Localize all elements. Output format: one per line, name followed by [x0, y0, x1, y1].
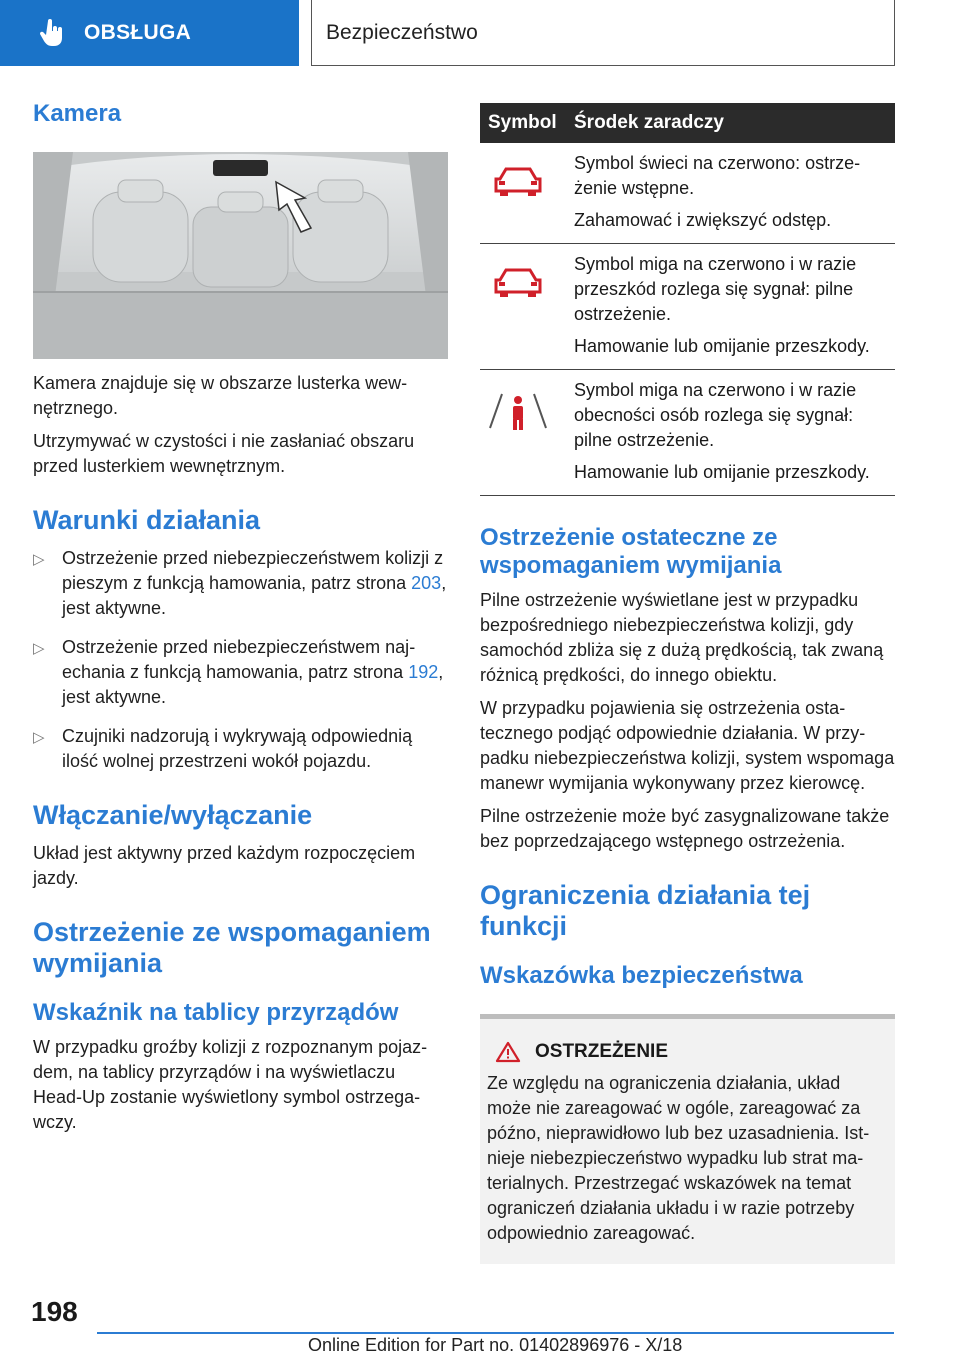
page-number: 198: [31, 1296, 78, 1327]
condition-item: ▷ Ostrzeżenie przed niebezpieczeństwem najechania z funkcją hamowania, patrz strona 192, jest aktywne.: [33, 635, 448, 710]
left-column: [33, 100, 448, 1135]
column-header-action: Środek zaradczy: [566, 103, 895, 143]
final-text-2: W przypadku pojawienia się ostrzeżenia ostatecznego podjąć odpowiednie działania. W przypadku niebezpieczeństwa kolizji, system wspomaga manewr wymijania wykonywany przez kierowcę.: [480, 698, 895, 793]
camera-heading: Kamera: [33, 100, 122, 127]
warning-title: OSTRZEŻENIE: [535, 1041, 669, 1062]
edition-text: Online Edition for Part no. 01402896976 - X/18: [308, 1335, 683, 1355]
warning-text: Ze względu na ograniczenia działania, układ może nie zareagować w ogóle, zareagować za późno, nieprawidłowo lub bez uzasadnienia. Istnieje niebezpieczeństwo wypadku lub strat materialnych. Przestrzegać wskazówek na temat ograniczeń działania układu i w razie potrzeby odpowiednio zareagować.: [487, 1073, 870, 1243]
column-header-symbol: Symbol: [480, 103, 566, 143]
symbol-action: Zahamować i zwiększyć odstęp.: [574, 210, 832, 230]
final-text-3: Pilne ostrzeżenie może być zasygnalizowane także bez poprzedzającego wstępnego ostrzeżenia.: [480, 806, 890, 851]
table-row: [480, 244, 895, 370]
page-reference-link[interactable]: 203: [411, 573, 442, 593]
car-interior-illustration: [33, 152, 448, 359]
table-row: [480, 370, 895, 496]
symbol-action: Hamowanie lub omijanie przeszkody.: [574, 462, 870, 482]
symbol-description: Symbol miga na czerwono i w razie obecności osób rozlega się sygnał: pilne ostrzeżenie.: [574, 380, 857, 450]
warning-title-row: [495, 1041, 887, 1063]
camera-text-1: Kamera znajduje się w obszarze lusterka wewnętrznego.: [33, 373, 408, 418]
page-reference-link[interactable]: 192: [408, 662, 439, 682]
conditions-heading: Warunki działania: [33, 505, 261, 535]
warning-box: [480, 1014, 895, 1264]
safety-heading: Wskazówka bezpieczeństwa: [480, 962, 803, 989]
final-warning-heading: Ostrzeżenie ostateczne ze wspomaganiem wymijania: [480, 524, 782, 579]
chapter-header: [311, 0, 895, 66]
symbol-action: Hamowanie lub omijanie przeszkody.: [574, 336, 870, 356]
indicator-text: W przypadku groźby kolizji z rozpoznanym pojazdem, na tablicy przyrządów i na wyświetlaczu Head-Up zostanie wyświetlony symbol ostrzegawczy.: [33, 1037, 428, 1132]
indicator-heading: Wskaźnik na tablicy przyrządów: [33, 999, 399, 1026]
section-tab[interactable]: [0, 0, 299, 66]
evasion-heading: Ostrzeżenie ze wspomaganiem wymijania: [33, 917, 431, 978]
car-warning-icon: [488, 262, 548, 302]
bullet-triangle-icon: ▷: [33, 729, 45, 746]
condition-item: ▷ Czujniki nadzorują i wykrywają odpowiednią ilość wolnej przestrzeni wokół pojazdu.: [33, 724, 448, 774]
onoff-text: Układ jest aktywny przed każdym rozpoczęciem jazdy.: [33, 843, 416, 888]
symbol-description: Symbol świeci na czerwono: ostrzeżenie wstępne.: [574, 153, 861, 198]
chapter-title: Bezpieczeństwo: [326, 20, 478, 44]
warning-triangle-icon: [495, 1041, 521, 1063]
final-text-1: Pilne ostrzeżenie wyświetlane jest w przypadku bezpośredniego niebezpieczeństwa kolizji, gdy samochód zbliża się z dużą prędkością, tak zwaną różnicą prędkości, do innego obiektu.: [480, 590, 884, 685]
condition-item: ▷ Ostrzeżenie przed niebezpieczeństwem kolizji z pieszym z funkcją hamowania, patrz strona 203, jest aktywne.: [33, 546, 448, 621]
symbol-table: [480, 103, 895, 496]
section-label: OBSŁUGA: [84, 21, 192, 44]
camera-text-2: Utrzymywać w czystości i nie zasłaniać obszaru przed lusterkiem wewnętrznym.: [33, 431, 415, 476]
symbol-description: Symbol miga na czerwono i w razie przeszkód rozlega się sygnał: pilne ostrzeżenie.: [574, 254, 857, 324]
footer-divider: [97, 1332, 894, 1334]
right-column: [480, 103, 895, 1264]
limits-heading: Ograniczenia działania tej funkcji: [480, 880, 811, 941]
hand-pointer-icon: [38, 18, 68, 48]
bullet-triangle-icon: ▷: [33, 551, 45, 568]
camera-photo: [33, 152, 448, 359]
table-row: [480, 143, 895, 244]
pedestrian-warning-icon: [488, 388, 548, 436]
car-warning-icon: [488, 161, 548, 201]
onoff-heading: Włączanie/wyłączanie: [33, 800, 313, 830]
bullet-triangle-icon: ▷: [33, 640, 45, 657]
